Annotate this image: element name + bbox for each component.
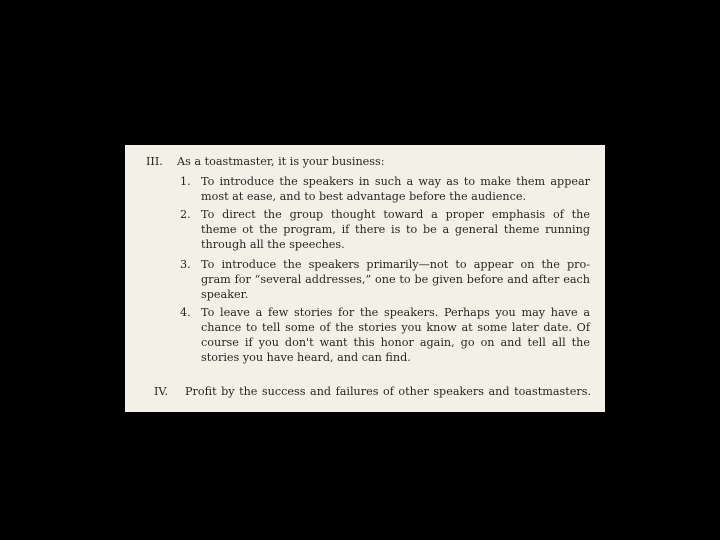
item-number-3: 3.: [180, 258, 191, 271]
item-4-line-1: To leave a few stories for the speakers. Perhaps you may have a: [201, 306, 590, 319]
item-3-line-1: To introduce the speakers primarily—not to appear on the pro-: [201, 258, 590, 271]
item-2-line-3: through all the speeches.: [201, 238, 345, 251]
item-number-4: 4.: [180, 306, 191, 319]
item-4-line-4: stories you have heard, and can find.: [201, 351, 411, 364]
document-page: [125, 145, 605, 412]
item-4-line-2: chance to tell some of the stories you know at some later date. Of: [201, 321, 590, 334]
item-1-line-2: most at ease, and to best advantage before the audience.: [201, 190, 527, 203]
item-number-1: 1.: [180, 175, 191, 188]
section-heading: As a toastmaster, it is your business:: [177, 155, 385, 168]
item-3-line-2: gram for “several addresses,” one to be given before and after each: [201, 273, 590, 286]
item-3-line-3: speaker.: [201, 288, 249, 301]
item-4-line-3: course if you don't want this honor again, go on and tell all the: [201, 336, 590, 349]
section-numeral-iii: III.: [146, 155, 163, 168]
item-2-line-1: To direct the group thought toward a proper emphasis of the: [201, 208, 590, 221]
section-4-text: Profit by the success and failures of other speakers and toastmasters.: [185, 385, 591, 398]
section-numeral-iv: IV.: [154, 385, 169, 398]
item-number-2: 2.: [180, 208, 191, 221]
item-1-line-1: To introduce the speakers in such a way as to make them appear: [201, 175, 590, 188]
item-2-line-2: theme ot the program, if there is to be a general theme running: [201, 223, 590, 236]
